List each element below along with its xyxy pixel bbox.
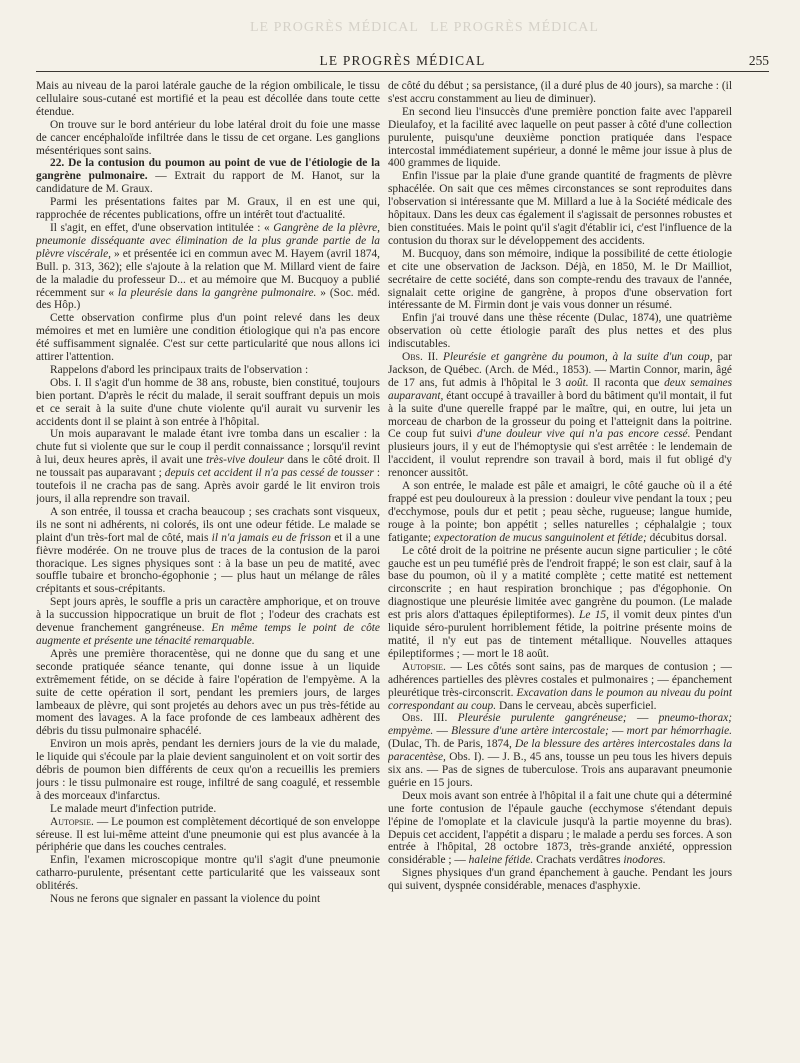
ghost-header-right: LE PROGRÈS MÉDICAL bbox=[430, 20, 599, 35]
text-run: A son entrée, il toussa et cracha beaucoup ; ses crachats sont visqueux, ils ne sont ni adhérents, ni colorés, ils ont une odeur fétide. Le malade se plaint d'un très-fort mal de côté, mais bbox=[36, 505, 380, 544]
italic-run: inodores. bbox=[623, 854, 666, 867]
italic-run: Pleurésie purulente gangréneuse; bbox=[457, 712, 627, 725]
paragraph bbox=[36, 222, 380, 312]
text-run: dans le côté droit. Il ne toussait pas auparavant ; bbox=[36, 454, 380, 480]
italic-run: août. bbox=[565, 376, 589, 389]
bleed-through-header bbox=[0, 10, 800, 50]
text-run: A son entrée, le malade est pâle et amaigri, le côté gauche où il a été frappé est peu douloureux à la pression : douleur vive pendant la toux ; peu d'ecchymose, pouls dur et petit ; peau sèche, rugueuse; langue humide, rouge à la pointe; bon appétit ; selles naturelles ; céphalalgie ; toux fatigante; bbox=[388, 480, 732, 544]
text-run: par Jackson, de Québec. (Arch. de Méd., 1853). — Martin Connor, marin, âgé de 17 ans, fut admis à l'hôpital le 3 bbox=[388, 351, 732, 389]
paragraph bbox=[388, 790, 732, 867]
italic-run: En même temps le point de côte augmente et présente une ténacité remarquable. bbox=[36, 622, 380, 647]
ghost-header-left: LE PROGRÈS MÉDICAL bbox=[250, 20, 419, 35]
text-run: Il raconta que bbox=[593, 376, 660, 389]
text-run: — bbox=[636, 712, 649, 725]
italic-run: Le 15, bbox=[579, 609, 609, 622]
text-run: Crachats verdâtres bbox=[536, 854, 621, 867]
section-title: De la contusion du poumon au point de vue de l'étiologie de la gangrène pulmonaire. bbox=[36, 157, 380, 183]
paragraph: Enfin j'ai trouvé dans une thèse récente (Dulac, 1874), une quatrième observation où cette étiologie paraît des plus nettes et des plus indiscutables. bbox=[388, 312, 732, 351]
text-run: Obs. II. bbox=[402, 351, 439, 364]
paragraph bbox=[388, 480, 732, 545]
italic-run: deux semaines auparavant, bbox=[388, 376, 732, 402]
paragraph: Obs. I. Il s'agit d'un homme de 38 ans, robuste, bien constitué, toujours bien portant. D'après le récit du malade, il serait souffrant depuis un mois et ce serait à la suite d'une chute violente qu'il aurait vu survenir les accidents dont il se plaint à son entrée à l'hôpital. bbox=[36, 376, 380, 428]
page-header bbox=[36, 53, 769, 71]
paragraph: Cette observation confirme plus d'un point relevé dans les deux mémoires et met en lumière une condition étiologique qui n'a pas encore été suffisamment signalée. C'est sur cette particularité que nous allons ici attirer l'attention. bbox=[36, 312, 380, 364]
italic-run: très-vive douleur bbox=[206, 454, 285, 467]
text-run: Pendant plusieurs jours, il y eut de l'hémoptysie qui s'est arrêtée : le lendemain de l'accident, il voulut reprendre son travail à bord, mais il fut obligé d'y renoncer aussitôt. bbox=[388, 428, 732, 480]
paragraph bbox=[388, 712, 732, 789]
italic-run: expectoration de mucus sanguinolent et fétide; bbox=[433, 531, 647, 544]
italic-run: la pleurésie dans la gangrène pulmonaire. bbox=[117, 286, 317, 299]
text-run: — Le poumon est complètement décortiqué de son enveloppe séreuse. Il est lui-même atteint d'une pneumonie qui est plus avancée à la périphérie que dans les couches centrales. bbox=[36, 815, 380, 854]
text-run: Un mois auparavant le malade étant ivre tomba dans un escalier : la chute fut si violente que sur le coup il perdit connaissance ; lorsqu'il revint à lui, deux heures après, il avait une bbox=[36, 428, 380, 467]
section-extract: — Extrait du rapport de M. Hanot, sur la candidature de M. Graux. bbox=[36, 170, 380, 196]
paragraph bbox=[36, 506, 380, 596]
running-head: LE PROGRÈS MÉDICAL bbox=[319, 53, 486, 68]
italic-run: d'une douleur vive qui n'a pas encore cessé. bbox=[476, 428, 691, 441]
section-number: 22. bbox=[50, 157, 65, 170]
left-column bbox=[36, 80, 380, 1052]
header-rule bbox=[36, 71, 769, 72]
text-run: Dans le cerveau, abcès superficiel. bbox=[498, 699, 657, 712]
text-run: décubitus dorsal. bbox=[649, 531, 727, 544]
paragraph: M. Bucquoy, dans son mémoire, indique la possibilité de cette étiologie et cite une observation de Jackson. Déjà, en 1850, M. le Dr Mailliot, secrétaire de cette société, dans son compte-rendu des travaux de l'année, signalait cette origine de gangrène, à propos d'une observation fort intéressante de M. Firmin dont je vais vous donner un résumé. bbox=[388, 247, 732, 312]
paragraph: Enfin, l'examen microscopique montre qu'il s'agit d'une pneumonie catharro-purulente, présentant cette particularité que les vaisseaux sont oblitérés. bbox=[36, 854, 380, 893]
italic-run: Excavation dans le poumon au niveau du point correspondant au coup. bbox=[388, 686, 732, 712]
italic-run: Pleurésie et gangrène du poumon, à la suite d'un coup, bbox=[443, 351, 713, 364]
italic-run: mort par hémorrhagie. bbox=[626, 725, 732, 738]
paragraph: Signes physiques d'un grand épanchement à gauche. Pendant les jours qui suivent, dyspnée considérable, menaces d'asphyxie. bbox=[388, 867, 732, 893]
paragraph bbox=[388, 351, 732, 480]
italic-run: Gangrène de la plèvre, pneumonie disséquante avec élimination de la plus grande partie de la plèvre viscérale, bbox=[36, 221, 380, 260]
text-run: Autopsie. bbox=[50, 815, 94, 828]
text-run: (Dulac, Th. de Paris, 1874, bbox=[388, 738, 512, 751]
text-run: étant occupé à travailler à bord du bâtiment qu'il montait, il fut à la suite d'une querelle frappé par le maître, qui, en outre, lui jeta un morceau de charbon de la grosseur du poing et l'atteignit dans la poitrine. Ce coup fut suivi bbox=[388, 389, 732, 441]
text-run: Deux mois avant son entrée à l'hôpital il a fait une chute qui a déterminé une forte contusion de l'épaule gauche (ecchymose s'étendant depuis l'épine de l'omoplate et la clavicule jusqu'à la partie moyenne du bras). Depuis cet accident, l'appétit a disparu ; le malade a perdu ses forces. A son entrée à l'hôpital, 28 octobre 1873, très-grande anxiété, oppression considérable ; — bbox=[388, 789, 732, 867]
paragraph bbox=[36, 596, 380, 648]
paragraph bbox=[388, 545, 732, 661]
italic-run: depuis cet accident il n'a pas cessé de tousser bbox=[164, 467, 374, 480]
paragraph: Enfin l'issue par la plaie d'une grande quantité de fragments de plèvre sphacélée. On sait que ces mêmes circonstances se sont reproduites dans l'observation si intéressante que M. Millard a lue à la Société médicale des hôpitaux. Dans les deux cas également il s'agissait de personnes robustes et bien constituées. Mais le point qu'il s'agit d'établir ici, c'est l'influence de la contusion du thorax sur le développement des accidents. bbox=[388, 170, 732, 247]
paragraph bbox=[36, 428, 380, 505]
paragraph: En second lieu l'insuccès d'une première ponction faite avec l'appareil Dieulafoy, et la facilité avec laquelle on peut passer à côté d'une collection purulente, puisqu'une deuxième ponction pratiquée dans l'espace intercostal immédiatement supérieur, a donné le même jour issue à plus de 400 grammes de liquide. bbox=[388, 105, 732, 170]
text-run: Sept jours après, le souffle a pris un caractère amphorique, et on trouve à la succussion hippocratique un bruit de flot ; l'odeur des crachats est devenue franchement gangréneuse. bbox=[36, 596, 380, 635]
text-run: et il a une fièvre modérée. On ne trouve plus de traces de la contusion de la paroi thoracique. Les signes physiques sont : à la base un peu de matité, avec souffle tubaire et broncho-égophonie ; — plus haut un mélange de râles crépitants et sous-crépitants. bbox=[36, 531, 380, 596]
paragraph: Le malade meurt d'infection putride. bbox=[50, 802, 217, 815]
text-run: Obs. I). — J. B., 45 ans, tousse un peu tous les hivers depuis six ans. — Pas de signes de tuberculose. Trois ans auparavant pneumonie guérie en 15 jours. bbox=[388, 751, 732, 789]
paragraph: Parmi les présentations faites par M. Graux, il en est une qui, rapprochée de récentes publications, offre un intérêt tout d'actualité. bbox=[36, 196, 380, 222]
text-run: » (Soc. méd. des Hôp.) bbox=[36, 286, 380, 312]
italic-run: Blessure d'une artère intercostale; bbox=[451, 725, 609, 738]
text-run: — Les côtés sont sains, pas de marques de contusion ; — adhérences partielles des plèvres costales et pulmonaires ; — épanchement pleurétique très-circonscrit. bbox=[388, 660, 732, 699]
text-run: Le côté droit de la poitrine ne présente aucun signe particulier ; le côté gauche est un peu tuméfié près de l'endroit frappé; le son est clair, sauf à la base du poumon, où il y a matité complète ; cette matité est nettement circonscrite ; en haut respiration bronchique ; pas d'égophonie. On diagnostique une pleurésie limitée avec gangrène du poumon. (Le malade est pris alors d'attaques épileptiformes). bbox=[388, 544, 732, 622]
text-run: il vomit deux pintes d'un liquide séro-purulent horriblement fétide, la poitrine présente moins de matité, il n'y eut pas de tintement métallique. Nouvelles attaques épileptiformes ; — mort le 18 août. bbox=[388, 609, 732, 660]
paragraph: Nous ne ferons que signaler en passant la violence du point bbox=[50, 893, 321, 906]
paragraph: Rappelons d'abord les principaux traits de l'observation : bbox=[50, 363, 309, 376]
page-number: 255 bbox=[748, 53, 769, 68]
paragraph: Environ un mois après, pendant les derniers jours de la vie du malade, le liquide qui s'écoule par la plaie devient sanguinolent et on voit sortir des débris de poumon bien différents de ceux qu'on a recueillis les premiers jours : le tissu pulmonaire est rouge, infiltré de sang coagulé, et ressemble à des morceaux d'infarctus. bbox=[36, 738, 380, 802]
text-run: Il s'agit, en effet, d'une observation intitulée : « bbox=[50, 221, 270, 234]
text-run: Autopsie. bbox=[402, 660, 446, 673]
text-run: : toutefois il ne cracha pas de sang. Après avoir gardé le lit environ trois jours, il alla reprendre son travail. bbox=[36, 467, 380, 505]
paragraph bbox=[388, 661, 732, 713]
italic-run: haleine fétide. bbox=[468, 854, 534, 867]
paragraph bbox=[36, 816, 380, 855]
text-run: — bbox=[436, 725, 448, 738]
right-column bbox=[388, 80, 732, 1052]
italic-run: pneumo-thorax; empyème. bbox=[388, 712, 732, 738]
text-run: Obs. III. bbox=[402, 712, 448, 725]
paragraph: Mais au niveau de la paroi latérale gauche de la région ombilicale, le tissu cellulaire sous-cutané est mortifié et la peau est décollée dans toute cette étendue. bbox=[36, 80, 380, 118]
paragraph: On trouve sur le bord antérieur du lobe latéral droit du foie une masse de cancer encéphaloïde infiltrée dans le tissu de cet organe. Les ganglions mésentériques sont sains. bbox=[36, 118, 380, 157]
paragraph: de côté du début ; sa persistance, (il a duré plus de 40 jours), sa marche : (il s'est accru constamment au lieu de diminuer). bbox=[388, 80, 732, 105]
text-run: » et présentée ici en commun avec M. Hayem (avril 1874, Bull. p. 313, 362); elle s'ajoute à la relation que M. Millard vient de faire de la maladie du professeur D... et au mémoire que M. Bucquoy a publié récemment sur « bbox=[36, 247, 380, 299]
italic-run: De la blessure des artères intercostales dans la paracentèse, bbox=[388, 738, 732, 764]
paragraph: Après une première thoracentèse, qui ne donne que du sang et une seconde pratiquée séance tenante, qui donne issue à un liquide extrêmement fétide, on se décide à faire l'opération de l'empyème. A la suite de cette opération il sort, pendant les premiers jours, de larges lambeaux de plèvre, qui sont projetés au dehors avec un pus très-fétide au moment des lavages. A la face profonde de ces lambeaux adhèrent des débris du tissu pulmonaire sphacélé. bbox=[36, 647, 380, 738]
text-run: — bbox=[612, 725, 624, 738]
italic-run: il n'a jamais eu de frisson bbox=[211, 531, 331, 544]
section-heading bbox=[36, 157, 380, 196]
